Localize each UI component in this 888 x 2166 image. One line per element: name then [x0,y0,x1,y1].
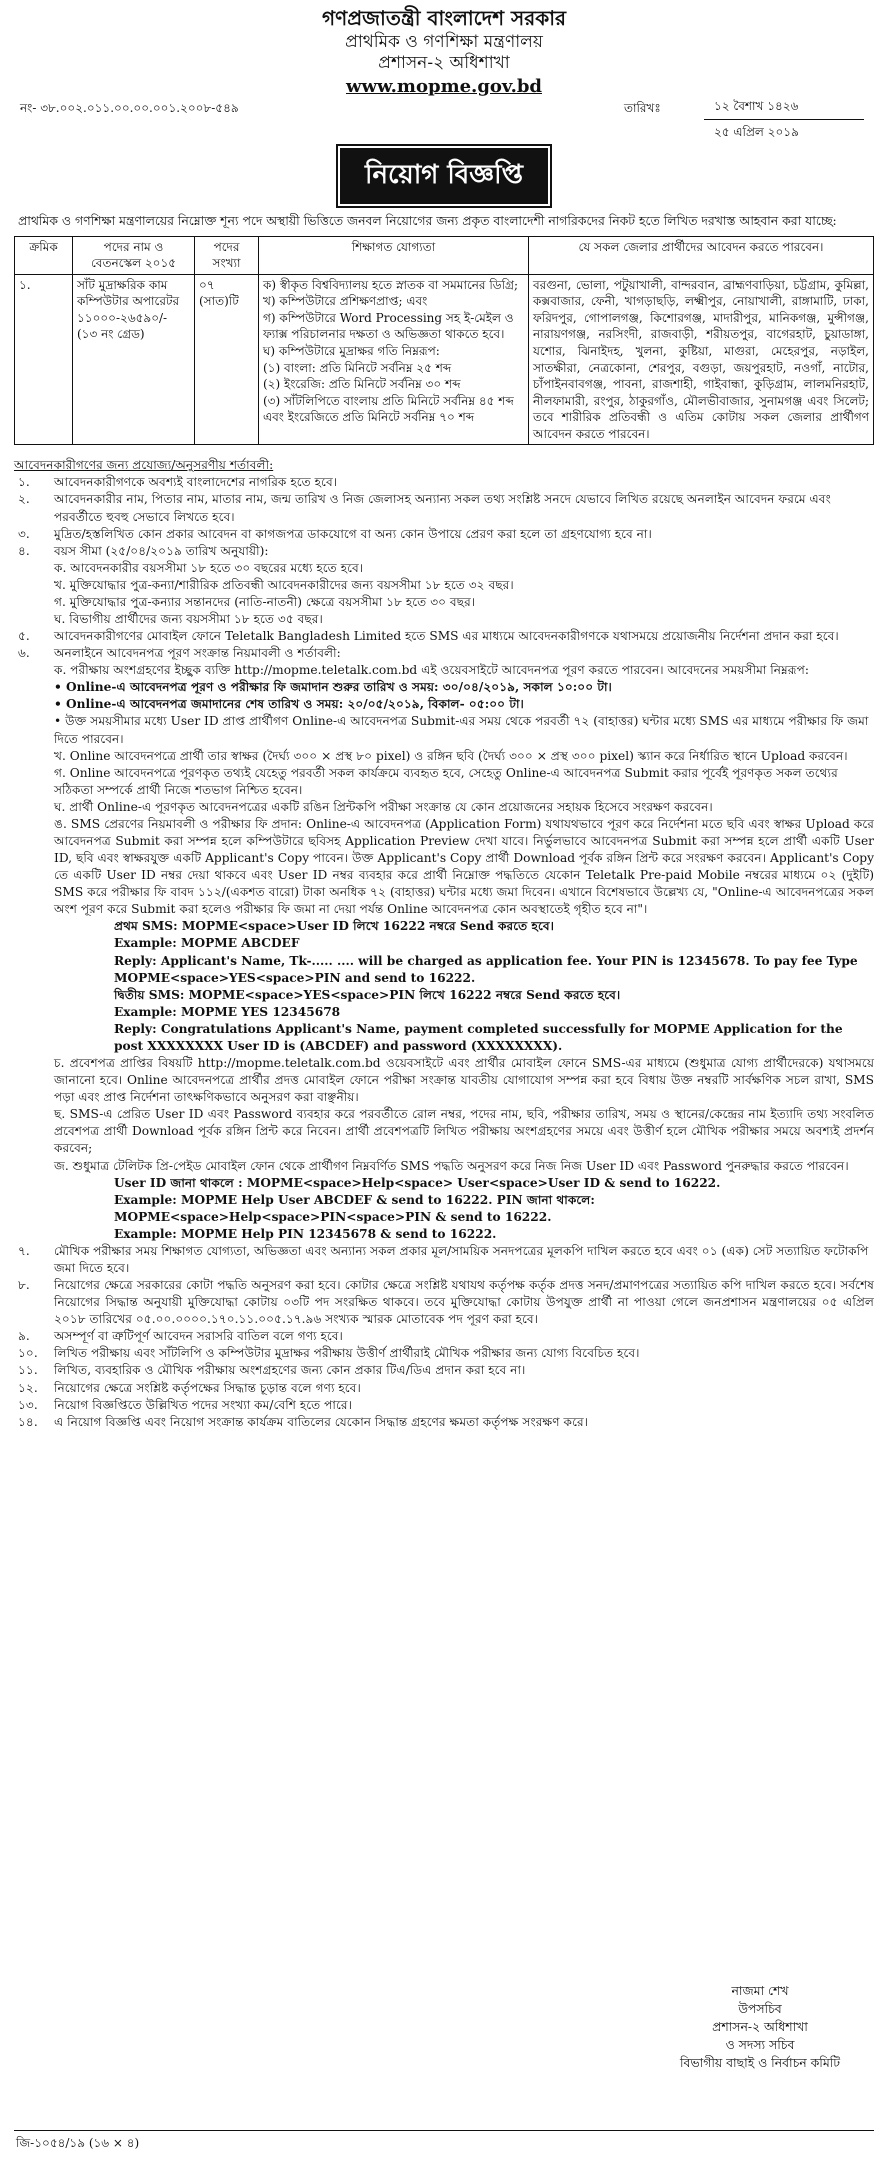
condition-6 [14,645,874,1243]
age-limit-c: গ. মুক্তিযোদ্ধার পুত্র-কন্যার সন্তানদের (নাতি-নাতনী) ক্ষেত্রে বয়সসীমা ১৮ হতে ৩০ বছর। [54,594,476,609]
memo-number: নং- ৩৮.০০২.০১১.০০.০০.০০১.২০০৮-৫৪৯ [20,101,239,116]
condition-text: অসম্পূর্ণ বা ত্রুটিপূর্ণ আবেদন সরাসরি বাতিল বলে গণ্য হবে। [54,1329,343,1344]
condition-text: মৌখিক পরীক্ষার সময় শিক্ষাগত যোগ্যতা, অভিজ্ঞতা এবং অন্যান্য সকল প্রকার মূল/সাময়িক সনদপত্রের মূলকপি দাখিল করতে হবে এবং ০১ (এক) সেট সত্যায়িত ফটোকপি জমা দিতে হবে। [54,1243,869,1275]
condition-text: আবেদনকারীর নাম, পিতার নাম, মাতার নাম, জন্ম তারিখ ও নিজ জেলাসহ অন্যান্য সকল তথ্য সংশ্লিষ্ট সনদে যেভাবে লিখিত রয়েছে অনলাইন আবেদন ফরমে এবং পরবর্তীতে হুবহু সেভাবে লিখতে হবে। [54,492,831,524]
memo-row [14,98,874,148]
date-label: তারিখঃ [624,101,661,116]
online-rules-heading: অনলাইনে আবেদনপত্র পূরণ সংক্রান্ত নিয়মাবলী ও শর্তাবলী: [54,646,341,661]
condition-8 [14,1277,874,1328]
cell-post-name: সাঁট মুদ্রাক্ষরিক কাম কম্পিউটার অপারেটর ১১০০০-২৬৫৯০/- (১৩ নং গ্রেড) [73,274,195,444]
condition-4 [14,543,874,628]
condition-5 [14,628,874,645]
age-limit-d: ঘ. বিভাগীয় প্রার্থীদের জন্য বয়সসীমা ১৮ হতে ৩৫ বছর। [54,612,323,626]
table-row [15,274,874,444]
help-user-example: Example: MOPME Help User ABCDEF & send to 16222. PIN জানা থাকলে: MOPME<space>Help<space>PIN<space>PIN & send to 16222. [114,1192,595,1224]
conditions-heading: আবেদনকারীগণের জন্য প্রযোজ্য/অনুসরণীয় শর্তাবলী: [14,458,274,473]
qualification-d: ঘ) কম্পিউটারে মুদ্রাক্ষর গতি নিম্নরূপ: [263,344,440,359]
col-post-count: পদের সংখ্যা [195,236,259,274]
condition-text: নিয়োগের ক্ষেত্রে সরকারের কোটা পদ্ধতি অনুসরণ করা হবে। কোটার ক্ষেত্রে সংশ্লিষ্ট যথাযথ কর্তৃপক্ষ কর্তৃক প্রদত্ত সনদ/প্রমাণপত্রের সত্যায়িত কপি দাখিল করতে হবে। সর্বশেষ নিয়োগের সিদ্ধান্ত অনুযায়ী মুক্তিযোদ্ধা কোটায় ০৩টি পদ সংরক্ষিত থাকবে। তবে মুক্তিযোদ্ধা কোটায় উপযুক্ত প্রার্থী না পাওয়া গেলে জনপ্রশাসন মন্ত্রণালয়ের ০৫ এপ্রিল ২০১৮ তারিখের ০৫.০০.০০০০.১৭০.১১.০০৫.১৭.৯৬ সংখ্যক স্মারক মোতাবেক পদ পূরণ করা হবে। [54,1278,874,1327]
age-limit-heading: বয়স সীমা (২৫/০৪/২০১৯ তারিখ অনুযায়ী): [54,543,269,558]
cell-districts: বরগুনা, ভোলা, পটুয়াখালী, বান্দরবান, ব্রাহ্মণবাড়িয়া, চট্টগ্রাম, কুমিল্লা, কক্সবাজার, ফেনী, খাগড়াছড়ি, লক্ষ্মীপুর, নোয়াখালী, রাঙ্গামাটি, ঢাকা, ফরিদপুর, গোপালগঞ্জ, কিশোরগঞ্জ, মাদারীপুর, মানিকগঞ্জ, মুন্সীগঞ্জ, নারায়ণগঞ্জ, নরসিংদী, রাজবাড়ী, শরীয়তপুর, বাগেরহাট, চুয়াডাঙ্গা, যশোর, ঝিনাইদহ, খুলনা, কুষ্টিয়া, মাগুরা, মেহেরপুর, নড়াইল, সাতক্ষীরা, নেত্রকোনা, শেরপুর, বগুড়া, জয়পুরহাট, নওগাঁ, নাটোর, চাঁপাইনবাবগঞ্জ, পাবনা, রাজশাহী, গাইবান্ধা, কুড়িগ্রাম, লালমনিরহাট, নীলফামারী, রংপুর, ঠাকুরগাঁও, মৌলভীবাজার, সুনামগঞ্জ এবং সিলেট; তবে শারীরিক প্রতিবন্ধী ও এতিম কোটায় সকল জেলার প্রার্থীগণ আবেদন করতে পারবেন। [529,274,874,444]
cell-serial: ১. [15,274,73,444]
online-rule-c: গ. Online আবেদনপত্রে পূরণকৃত তথ্যই যেহেতু পরবর্তী সকল কার্যক্রমে ব্যবহৃত হবে, সেহেতু Online-এ আবেদনপত্র Submit করার পূর্বেই পূরণকৃত সকল তথ্যের সঠিকতা সম্পর্কে প্রার্থী নিজে শতভাগ নিশ্চিত হবেন। [54,765,838,797]
online-rule-b: খ. Online আবেদনপত্রে প্রার্থী তার স্বাক্ষর (দৈর্ঘ্য ৩০০ × প্রস্থ ৮০ pixel) ও রঙ্গিন ছবি (দৈর্ঘ্য ৩০০ × প্রস্থ ৩০০ pixel) স্ক্যান করে নির্ধারিত স্থানে Upload করবেন। [54,748,848,763]
footer-code: জি-১০৫৪/১৯ (১৬ × ৪) [16,2136,140,2150]
conditions-section [14,457,874,1430]
date-bangla: ১২ বৈশাখ ১৪২৬ [714,99,799,114]
condition-text: মুদ্রিত/হস্তলিখিত কোন প্রকার আবেদন বা কাগজপত্র ডাকযোগে বা অন্য কোন উপায়ে প্রেরণ করা হলে তা গ্রহণযোগ্য হবে না। [54,526,652,541]
qualification-b: খ) কম্পিউটারে প্রশিক্ষণপ্রাপ্ত; এবং [263,294,428,309]
online-rule-f: চ. প্রবেশপত্র প্রাপ্তির বিষয়টি http://mopme.teletalk.com.bd ওয়েবসাইটে এবং প্রার্থীর মোবাইল ফোনে SMS-এর মাধ্যমে (শুধুমাত্র যোগ্য প্রার্থীদেরকে) যথাসময়ে জানানো হবে। Online আবেদনপত্রে প্রার্থীর প্রদত্ত মোবাইল ফোনে পরীক্ষা সংক্রান্ত যাবতীয় যোগাযোগ সম্পন্ন করা হবে বিধায় উক্ত নম্বরটি সার্বক্ষণিক সচল রাখা, SMS পড়া এবং প্রাপ্ত নির্দেশনা তাৎক্ষণিকভাবে অনুসরণ করা বাঞ্ছনীয়। [54,1056,874,1105]
qualification-c: গ) কম্পিউটারে Word Processing সহ ই-মেইল ও ফ্যাক্স পরিচালনার দক্ষতা ও অভিজ্ঞতা থাকতে হবে। [263,310,514,342]
letterhead [14,6,874,98]
ministry-name: প্রাথমিক ও গণশিক্ষা মন্ত্রণালয় [345,31,543,52]
footer-divider [14,2130,874,2131]
condition-1 [14,474,874,491]
posts-table [14,236,874,446]
signatory-role: ও সদস্য সচিব [725,2036,795,2052]
second-sms: দ্বিতীয় SMS: MOPME<space>YES<space>PIN লিখে 16222 নম্বরে Send করতে হবে। [114,987,621,1002]
condition-number: ১০. [18,1346,38,1361]
help-user-id: User ID জানা থাকলে : MOPME<space>Help<space> User<space>User ID & send to 16222. [114,1175,721,1190]
online-fee-window: • উক্ত সময়সীমার মধ্যে User ID প্রাপ্ত প্রার্থীগণ Online-এ আবেদনপত্র Submit-এর সময় থেকে পরবর্তী ৭২ (বাহাত্তর) ঘন্টার মধ্যে SMS এর মাধ্যমে পরীক্ষার ফি জমা দিতে পারবেন। [54,714,869,746]
col-qualification: শিক্ষাগত যোগ্যতা [259,236,529,274]
date-english: ২৫ এপ্রিল ২০১৯ [714,125,799,140]
second-sms-example: Example: MOPME YES 12345678 [114,1004,341,1019]
condition-number: ১. [18,475,30,490]
condition-text: আবেদনকারীগণের মোবাইল ফোনে Teletalk Bangladesh Limited হতে SMS এর মাধ্যমে আবেদনকারীগণকে যথাসময়ে প্রয়োজনীয় নির্দেশনা প্রদান করা হবে। [54,629,839,644]
condition-number: ৩. [18,526,30,541]
qualification-d3: (৩) সাঁটলিপিতে বাংলায় প্রতি মিনিটে সর্বনিম্ন ৪৫ শব্দ এবং ইংরেজিতে প্রতি মিনিটে সর্বনিম্ন ৭০ শব্দ [263,393,514,425]
condition-text: নিয়োগ বিজ্ঞপ্তিতে উল্লিখিত পদের সংখ্যা কম/বেশি হতে পারে। [54,1397,352,1412]
condition-number: ১১. [18,1363,38,1378]
condition-text: নিয়োগের ক্ষেত্রে সংশ্লিষ্ট কর্তৃপক্ষের সিদ্ধান্ত চূড়ান্ত বলে গণ্য হবে। [54,1380,361,1395]
first-sms-reply: Reply: Applicant's Name, Tk-..... .... will be charged as application fee. Your PIN is 12345678. To pay fee Type MOPME<space>YES<space>PIN and send to 16222. [114,953,858,985]
notice-title: নিয়োগ বিজ্ঞপ্তি [340,148,548,204]
col-serial: ক্রমিক [15,236,73,274]
condition-11 [14,1362,874,1379]
col-post-name: পদের নাম ও বেতনস্কেল ২০১৫ [73,236,195,274]
condition-number: ৮. [18,1278,30,1293]
qualification-d2: (২) ইংরেজি: প্রতি মিনিটে সর্বনিম্ন ৩০ শব্দ [263,377,461,392]
condition-number: ১৩. [18,1397,38,1412]
condition-number: ৯. [18,1329,30,1344]
condition-9 [14,1328,874,1345]
condition-number: ১২. [18,1380,38,1395]
date-divider [704,119,864,120]
condition-number: ৬. [18,646,30,661]
second-sms-reply: Reply: Congratulations Applicant's Name, payment completed successfully for MOPME Application for the post XXXXXXXX User ID is (ABCDEF) and password (XXXXXXXX). [114,1021,843,1053]
first-sms-example: Example: MOPME ABCDEF [114,936,300,951]
condition-12 [14,1380,874,1397]
signatory-name: নাজমা শেখ [731,1983,789,1998]
condition-text: লিখিত, ব্যবহারিক ও মৌখিক পরীক্ষায় অংশগ্রহণের জন্য কোন প্রকার টিএ/ডিএ প্রদান করা হবে না। [54,1363,526,1378]
age-limit-b: খ. মুক্তিযোদ্ধার পুত্র-কন্যা/শারীরিক প্রতিবন্ধী আবেদনকারীদের জন্য বয়সসীমা ১৮ হতে ৩২ বছর। [54,577,514,592]
condition-number: ১৪. [18,1414,38,1429]
condition-3 [14,526,874,543]
table-header-row [15,236,874,274]
condition-text: লিখিত পরীক্ষায় এবং সাঁটলিপি ও কম্পিউটার মুদ্রাক্ষর পরীক্ষায় উত্তীর্ণ প্রার্থীরাই মৌখিক পরীক্ষার জন্য যোগ্য বিবেচিত হবে। [54,1346,640,1361]
online-rule-g: ছ. SMS-এ প্রেরিত User ID এবং Password ব্যবহার করে পরবর্তীতে রোল নম্বর, পদের নাম, ছবি, পরীক্ষার তারিখ, সময় ও স্থানের/কেন্দ্রের নাম ইত্যাদি তথ্য সংবলিত প্রবেশপত্র প্রার্থী Download পূর্বক রঙ্গিন প্রিন্ট করে নিবেন। প্রার্থী প্রবেশপত্রটি লিখিত পরীক্ষায় অংশগ্রহণের সময়ে এবং উত্তীর্ণ হলে মৌখিক পরীক্ষার সময়ে অবশ্যই প্রদর্শন করবেন; [54,1107,874,1156]
signature-block [640,1982,880,2072]
online-rule-h: জ. শুধুমাত্র টেলিটক প্রি-পেইড মোবাইল ফোন থেকে প্রার্থীগণ নিম্নবর্ণিত SMS পদ্ধতি অনুসরণ করে নিজ নিজ User ID এবং Password পুনরুদ্ধার করতে পারবেন। [54,1158,849,1173]
condition-text: এ নিয়োগ বিজ্ঞপ্তি এবং নিয়োগ সংক্রান্ত কার্যক্রম বাতিলের যেকোন সিদ্ধান্ত গ্রহণের ক্ষমতা কর্তৃপক্ষ সংরক্ষণ করে। [54,1414,589,1429]
condition-text: আবেদনকারীগণকে অবশ্যই বাংলাদেশের নাগরিক হতে হবে। [54,475,338,490]
online-rule-e: ঙ. SMS প্রেরণের নিয়মাবলী ও পরীক্ষার ফি প্রদান: Online-এ আবেদনপত্র (Application Form) যথাযথভাবে পূরণ করে নির্দেশনা মতে ছবি এবং স্বাক্ষর Upload করে আবেদনপত্র Submit করা সম্পন্ন হলে কম্পিউটারে ছবিসহ Application Preview দেখা যাবে। নির্ভুলভাবে আবেদনপত্র Submit করা সম্পন্ন হলে প্রার্থী একটি User ID, ছবি এবং স্বাক্ষরযুক্ত একটি Applicant's Copy পাবেন। উক্ত Applicant's Copy প্রার্থী Download পূর্বক রঙ্গিন প্রিন্ট করে সংরক্ষণ করবেন। Applicant's Copy তে একটি User ID নম্বর দেয়া থাকবে এবং User ID নম্বর ব্যবহার করে প্রার্থী নিম্নোক্ত পদ্ধতিতে যেকোন Teletalk Pre-paid Mobile নম্বরের মাধ্যমে ০২ (দুইটি) SMS করে পরীক্ষার ফি বাবদ ১১২/(একশত বারো) টাকা অনধিক ৭২ (বাহাত্তর) ঘন্টার মধ্যে জমা দিবেন। এখানে বিশেষভাবে উল্লেখ্য যে, "Online-এ আবেদনপত্রের সকল অংশ পূরণ করে Submit করা হলেও পরীক্ষার ফি জমা না দেয়া পর্যন্ত Online আবেদনপত্র কোন অবস্থাতেই গৃহীত হবে না"। [54,816,874,917]
condition-7 [14,1243,874,1277]
condition-number: ২. [18,492,30,507]
government-title: গণপ্রজাতন্ত্রী বাংলাদেশ সরকার [322,6,566,30]
condition-14 [14,1414,874,1431]
cell-post-count: ০৭ (সাত)টি [195,274,259,444]
help-pin-example: Example: MOPME Help PIN 12345678 & send to 16222. [114,1226,497,1241]
online-rule-d: ঘ. প্রার্থী Online-এ পূরণকৃত আবেদনপত্রের একটি রঙিন প্রিন্টকপি পরীক্ষা সংক্রান্ত যে কোন প্রয়োজনের সহায়ক হিসেবে সংরক্ষণ করবেন। [54,799,713,814]
condition-number: ৪. [18,543,30,558]
condition-10 [14,1345,874,1362]
condition-2 [14,491,874,525]
condition-number: ৫. [18,629,30,644]
age-limit-a: ক. আবেদনকারীর বয়সসীমা ১৮ হতে ৩০ বছরের মধ্যে হতে হবে। [54,560,364,575]
signatory-committee: বিভাগীয় বাছাই ও নির্বাচন কমিটি [679,2054,841,2070]
cell-qualification [259,274,529,444]
qualification-a: ক) স্বীকৃত বিশ্ববিদ্যালয় হতে স্নাতক বা সমমানের ডিগ্রি; [263,277,519,292]
first-sms: প্রথম SMS: MOPME<space>User ID লিখে 16222 নম্বরে Send করতে হবে। [114,919,554,934]
online-end-date: • Online-এ আবেদনপত্র জমাদানের শেষ তারিখ ও সময়: ২০/০৫/২০১৯, বিকাল- ০৫:০০ টা। [54,697,524,712]
col-districts: যে সকল জেলার প্রার্থীদের আবেদন করতে পারবেন। [529,236,874,274]
qualification-d1: (১) বাংলা: প্রতি মিনিটে সর্বনিম্ন ২৫ শব্দ [263,360,452,375]
online-rule-a: ক. পরীক্ষায় অংশগ্রহণের ইচ্ছুক ব্যক্তি http://mopme.teletalk.com.bd এই ওয়েবসাইটে আবেদনপত্র পূরণ করতে পারবেন। আবেদনের সময়সীমা নিম্নরূপ: [54,663,809,678]
signatory-office: প্রশাসন-২ অধিশাখা [712,2018,808,2034]
signatory-designation: উপসচিব [738,2000,782,2016]
division-name: প্রশাসন-২ অধিশাখা [378,53,510,74]
intro-paragraph: প্রাথমিক ও গণশিক্ষা মন্ত্রণালয়ের নিম্নোক্ত শূন্য পদে অস্থায়ী ভিত্তিতে জনবল নিয়োগের জন্য প্রকৃত বাংলাদেশী নাগরিকদের নিকট হতে লিখিত দরখাস্ত আহবান করা যাচ্ছে: [18,213,837,229]
website-link[interactable]: www.mopme.gov.bd [345,76,543,98]
condition-13 [14,1397,874,1414]
online-start-date: • Online-এ আবেদনপত্র পূরণ ও পরীক্ষার ফি জমাদান শুরুর তারিখ ও সময়: ৩০/০৪/২০১৯, সকাল ১০:০০ টা। [54,680,612,695]
title-wrap [14,148,874,204]
condition-number: ৭. [18,1243,30,1258]
